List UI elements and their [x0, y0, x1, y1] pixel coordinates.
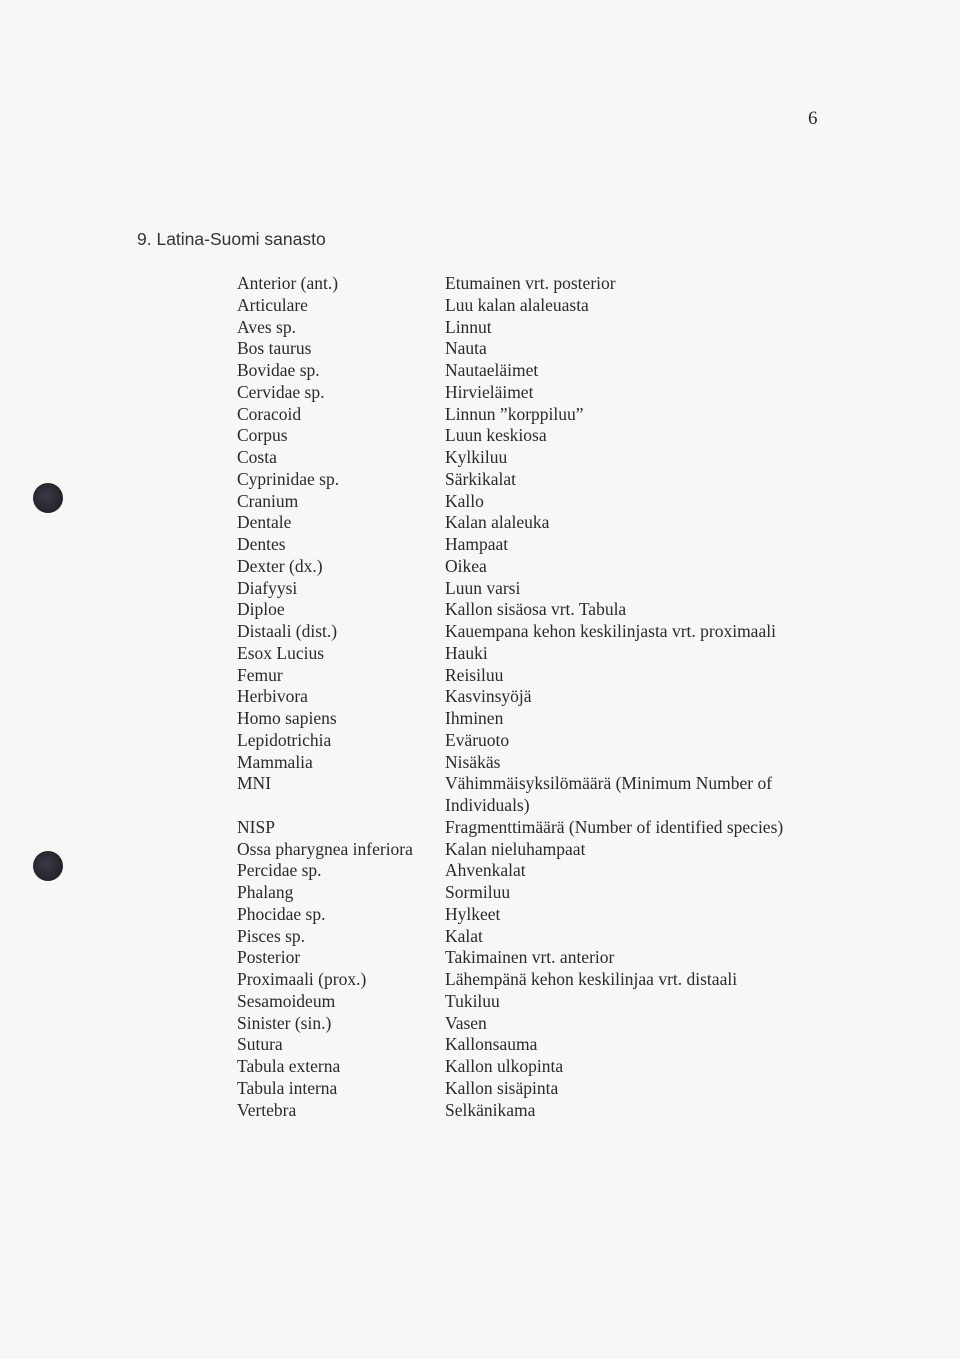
glossary-translation: Kalan nieluhampaat: [445, 838, 586, 859]
glossary-translation: Nauta: [445, 338, 487, 359]
glossary-term: Dentes: [237, 534, 286, 554]
glossary-translation: Luun varsi: [445, 577, 521, 598]
glossary-term: Sinister (sin.): [237, 1012, 332, 1033]
glossary-row: [237, 425, 837, 447]
glossary-translation: Kasvinsyöjä: [445, 686, 532, 707]
glossary-term: Phocidae sp.: [237, 903, 326, 924]
glossary-translation: Hylkeet: [445, 903, 501, 924]
glossary-translation: Vasen: [445, 1012, 487, 1033]
glossary-term: Vertebra: [237, 1099, 297, 1120]
glossary-row: [237, 360, 837, 382]
glossary-term: MNI: [237, 773, 272, 794]
glossary-translation: Sormiluu: [445, 882, 511, 902]
glossary-term: Dexter (dx.): [237, 555, 323, 576]
punch-hole-top: [33, 483, 63, 513]
glossary-row: [237, 599, 837, 621]
glossary-term: Dentale: [237, 512, 292, 533]
glossary-term: NISP: [237, 816, 275, 837]
section-title: 9. Latina-Suomi sanasto: [137, 229, 326, 249]
glossary-row: [237, 556, 837, 578]
glossary-translation: Kallo: [445, 490, 484, 511]
glossary-row: [237, 621, 837, 643]
glossary-row: [237, 882, 837, 904]
glossary-row: [237, 904, 837, 926]
glossary-row: [237, 338, 837, 360]
glossary-row: [237, 1078, 837, 1100]
glossary-translation: Takimainen vrt. anterior: [445, 947, 615, 968]
glossary-term: Distaali (dist.): [237, 621, 338, 641]
glossary-row: [237, 752, 837, 774]
glossary-row: [237, 839, 837, 861]
punch-hole-bottom: [33, 851, 63, 881]
glossary-term: Tabula externa: [237, 1056, 341, 1076]
glossary-translation: Kalat: [445, 925, 483, 946]
glossary-term: Proximaali (prox.): [237, 969, 367, 989]
glossary-translation: Hampaat: [445, 534, 509, 554]
glossary-row: [237, 512, 837, 534]
glossary-translation: Hirvieläimet: [445, 381, 534, 402]
glossary-row: [237, 643, 837, 665]
glossary-row: [237, 1056, 837, 1078]
glossary-row: [237, 317, 837, 339]
glossary-translation: Kylkiluu: [445, 447, 508, 467]
glossary-row: [237, 665, 837, 687]
glossary-term: Cranium: [237, 490, 299, 511]
glossary-row: [237, 1013, 837, 1035]
glossary-translation: Ahvenkalat: [445, 860, 526, 881]
glossary-row: [237, 926, 837, 948]
glossary-translation: Kallon ulkopinta: [445, 1056, 564, 1076]
page-number: 6: [808, 108, 818, 129]
glossary-term: Homo sapiens: [237, 708, 337, 728]
glossary-term: Herbivora: [237, 686, 308, 707]
glossary-row: [237, 773, 837, 817]
glossary-term: Mammalia: [237, 751, 313, 772]
glossary-term: Cervidae sp.: [237, 381, 325, 402]
glossary-row: [237, 404, 837, 426]
glossary-row: [237, 991, 837, 1013]
glossary-row: [237, 730, 837, 752]
glossary-translation: Tukiluu: [445, 990, 500, 1011]
glossary-translation: Etumainen vrt. posterior: [445, 273, 616, 293]
glossary-translation: Fragmenttimäärä (Number of identified species): [445, 816, 784, 837]
glossary-translation: Kalan alaleuka: [445, 512, 550, 533]
glossary-translation: Lähempänä kehon keskilinjaa vrt. distaali: [445, 969, 738, 989]
glossary-row: [237, 686, 837, 708]
glossary-term: Tabula interna: [237, 1077, 338, 1098]
glossary-term: Diafyysi: [237, 577, 298, 598]
glossary-row: [237, 469, 837, 491]
glossary-term: Pisces sp.: [237, 925, 306, 946]
glossary-row: [237, 447, 837, 469]
glossary-translation: Eväruoto: [445, 729, 510, 750]
glossary-translation: Vähimmäisyksilömäärä (Minimum Number of Individuals): [445, 773, 773, 815]
glossary-translation: Linnut: [445, 316, 492, 337]
glossary-row: [237, 382, 837, 404]
glossary-row: [237, 969, 837, 991]
glossary-translation: Luu kalan alaleuasta: [445, 294, 589, 315]
glossary-term: Ossa pharygnea inferiora: [237, 838, 413, 859]
glossary-row: [237, 947, 837, 969]
glossary-translation: Nisäkäs: [445, 751, 501, 772]
glossary-term: Percidae sp.: [237, 860, 322, 881]
glossary-translation: Kallon sisäpinta: [445, 1077, 559, 1098]
glossary-row: [237, 273, 837, 295]
glossary-term: Bovidae sp.: [237, 360, 320, 380]
glossary-term: Costa: [237, 447, 277, 467]
glossary-term: Femur: [237, 664, 283, 685]
glossary-term: Bos taurus: [237, 338, 312, 359]
glossary-row: [237, 295, 837, 317]
glossary-row: [237, 1034, 837, 1056]
glossary-row: [237, 817, 837, 839]
glossary-translation: Oikea: [445, 555, 487, 576]
glossary-row: [237, 708, 837, 730]
glossary-translation: Kauempana kehon keskilinjasta vrt. proximaali: [445, 621, 776, 641]
glossary-term: Corpus: [237, 425, 288, 446]
glossary-translation: Selkänikama: [445, 1099, 536, 1120]
glossary-translation: Hauki: [445, 642, 488, 663]
glossary-row: [237, 860, 837, 882]
glossary-translation: Linnun ”korppiluu”: [445, 403, 584, 424]
glossary-term: Lepidotrichia: [237, 729, 332, 750]
glossary-row: [237, 534, 837, 556]
glossary-term: Aves sp.: [237, 316, 296, 337]
glossary-term: Sutura: [237, 1034, 283, 1055]
glossary-term: Phalang: [237, 882, 294, 902]
glossary-list: [237, 273, 837, 1121]
glossary-translation: Luun keskiosa: [445, 425, 547, 446]
glossary-translation: Kallonsauma: [445, 1034, 538, 1055]
glossary-term: Sesamoideum: [237, 990, 336, 1011]
glossary-term: Cyprinidae sp.: [237, 468, 340, 489]
glossary-translation: Särkikalat: [445, 468, 516, 489]
glossary-term: Posterior: [237, 947, 301, 968]
glossary-term: Anterior (ant.): [237, 273, 339, 293]
glossary-term: Coracoid: [237, 403, 302, 424]
glossary-translation: Nautaeläimet: [445, 360, 539, 380]
glossary-row: [237, 491, 837, 513]
glossary-term: Diploe: [237, 599, 285, 620]
glossary-term: Esox Lucius: [237, 642, 325, 663]
glossary-translation: Ihminen: [445, 708, 504, 728]
glossary-row: [237, 578, 837, 600]
glossary-term: Articulare: [237, 294, 308, 315]
glossary-translation: Reisiluu: [445, 664, 504, 685]
glossary-translation: Kallon sisäosa vrt. Tabula: [445, 599, 627, 620]
glossary-row: [237, 1100, 837, 1122]
